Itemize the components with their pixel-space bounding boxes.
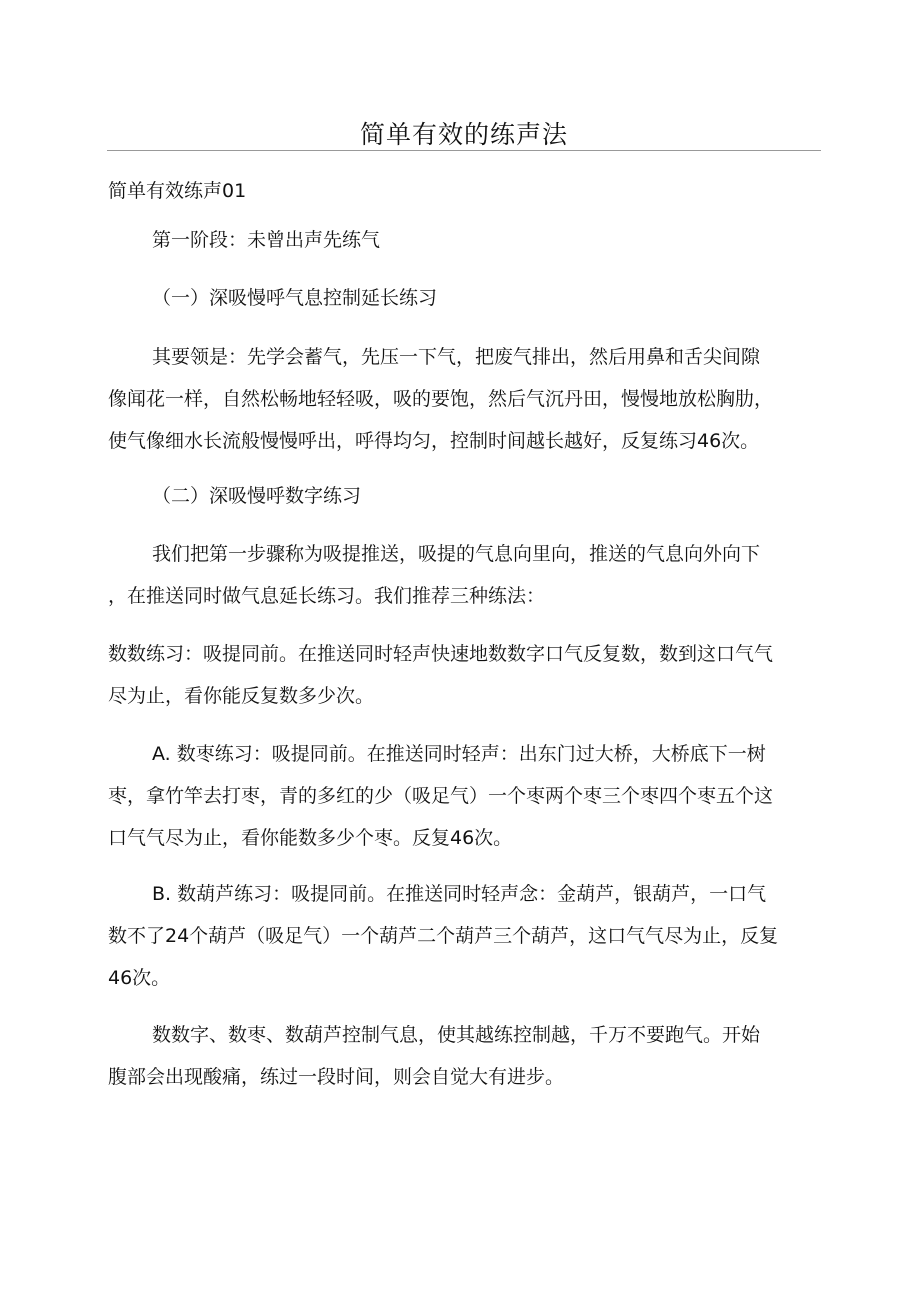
paragraph-method-intro xyxy=(108,533,824,617)
subsection-heading-2 xyxy=(108,475,868,517)
paragraph-line: 46次。 xyxy=(108,967,171,989)
paragraph-line: 其要领是：先学会蓄气，先压一下气，把废气排出，然后用鼻和舌尖间隙 xyxy=(152,346,761,368)
paragraph-line: 尽为止，看你能反复数多少次。 xyxy=(108,685,375,707)
paragraph-line: A. 数枣练习：吸提同前。在推送同时轻声：出东门过大桥，大桥底下一树 xyxy=(152,743,766,765)
paragraph-line: 第一阶段：未曾出声先练气 xyxy=(152,229,381,251)
paragraph-line: 简单有效练声01 xyxy=(108,180,247,202)
stage-heading xyxy=(108,219,868,261)
paragraph-line: 数不了24个葫芦（吸足气）一个葫芦二个葫芦三个葫芦，这口气气尽为止，反复 xyxy=(108,925,779,947)
paragraph-counting-practice xyxy=(108,633,824,717)
paragraph-line: 数数练习：吸提同前。在推送同时轻声快速地数数字口气反复数，数到这口气气 xyxy=(108,643,774,665)
paragraph-line: 使气像细水长流般慢慢呼出，呼得均匀，控制时间越长越好，反复练习46次。 xyxy=(108,430,760,452)
paragraph-jujube-practice xyxy=(108,733,824,859)
paragraph-essentials xyxy=(108,336,824,462)
paragraph-line: （二）深吸慢呼数字练习 xyxy=(152,485,362,507)
title-divider xyxy=(107,150,821,151)
paragraph-line: （一）深吸慢呼气息控制延长练习 xyxy=(152,287,438,309)
paragraph-conclusion xyxy=(108,1014,824,1098)
paragraph-gourd-practice xyxy=(108,873,824,999)
paragraph-line: 腹部会出现酸痛，练过一段时间，则会自觉大有进步。 xyxy=(108,1066,565,1088)
subsection-heading-1 xyxy=(108,277,868,319)
paragraph-line: 口气气尽为止，看你能数多少个枣。反复46次。 xyxy=(108,827,513,849)
paragraph-line: 像闻花一样，自然松畅地轻轻吸，吸的要饱，然后气沉丹田，慢慢地放松胸肋， xyxy=(108,388,774,410)
paragraph-line: 数数字、数枣、数葫芦控制气息，使其越练控制越，千万不要跑气。开始 xyxy=(152,1024,761,1046)
paragraph-line: ，在推送同时做气息延长练习。我们推荐三种练法： xyxy=(108,585,546,607)
document-title: 简单有效的练声法 xyxy=(359,120,568,149)
paragraph-line: B. 数葫芦练习：吸提同前。在推送同时轻声念：金葫芦，银葫芦，一口气 xyxy=(152,883,767,905)
paragraph-line: 枣，拿竹竿去打枣，青的多红的少（吸足气）一个枣两个枣三个枣四个枣五个这 xyxy=(108,785,774,807)
section-heading xyxy=(108,170,824,212)
paragraph-line: 我们把第一步骤称为吸提推送，吸提的气息向里向，推送的气息向外向下 xyxy=(152,543,761,565)
